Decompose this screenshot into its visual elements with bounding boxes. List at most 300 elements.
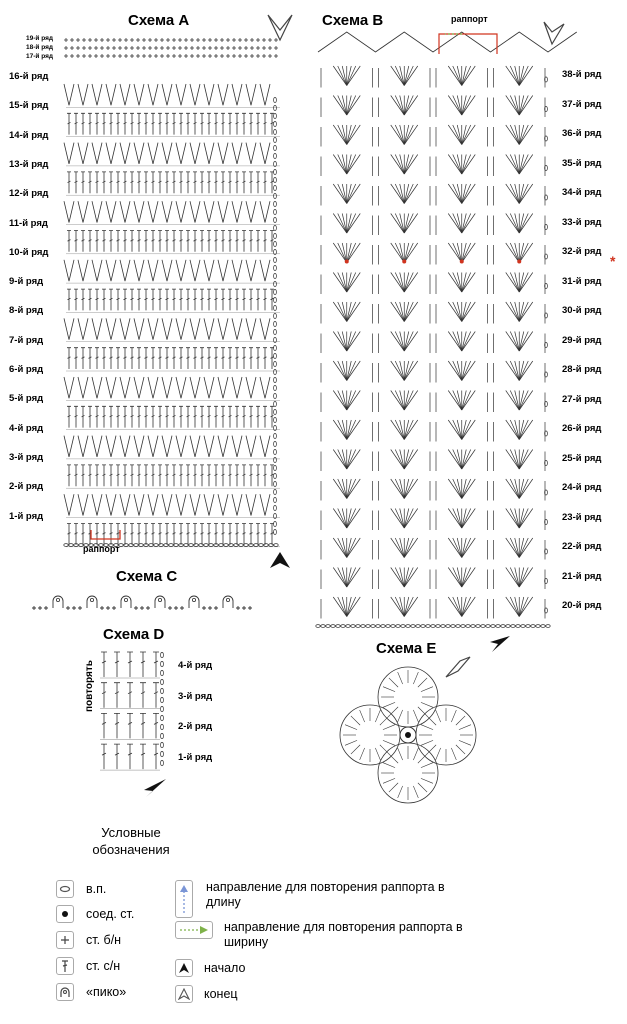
sc-symbol bbox=[76, 54, 80, 58]
dc-symbol bbox=[102, 172, 106, 193]
chain-symbol bbox=[441, 625, 445, 628]
dc-v-symbol bbox=[232, 201, 242, 222]
dc-symbol bbox=[109, 172, 113, 193]
dc-symbol bbox=[165, 524, 169, 545]
fan-stitch bbox=[395, 332, 404, 352]
chain-symbol bbox=[209, 544, 213, 547]
sc-symbol bbox=[226, 54, 230, 58]
dc-symbol bbox=[200, 524, 204, 545]
turning-chain-symbol bbox=[274, 386, 277, 391]
fan-stitch bbox=[395, 273, 404, 293]
chain-symbol bbox=[184, 544, 188, 547]
scheme-a-title: Схема А bbox=[128, 12, 190, 29]
dc-symbol bbox=[214, 465, 218, 486]
chain-symbol bbox=[406, 625, 410, 628]
fan-stitch bbox=[347, 155, 356, 175]
dc-v-symbol bbox=[78, 260, 88, 281]
dc-symbol bbox=[207, 406, 211, 427]
legend-end-label: конец bbox=[204, 987, 238, 1001]
dc-symbol bbox=[102, 348, 106, 369]
scheme-b-chart bbox=[312, 18, 562, 658]
fan-stitch bbox=[404, 214, 413, 234]
dc-v-symbol bbox=[176, 377, 186, 398]
sc-symbol bbox=[208, 46, 212, 50]
dc-v-symbol bbox=[92, 84, 102, 105]
fan-stitch bbox=[519, 125, 528, 145]
fan-stitch bbox=[519, 96, 528, 116]
dc-symbol bbox=[186, 348, 190, 369]
petal-stitch bbox=[389, 678, 398, 687]
dc-symbol bbox=[207, 172, 211, 193]
dc-symbol bbox=[127, 744, 133, 769]
dc-symbol bbox=[242, 172, 246, 193]
sc-symbol bbox=[268, 54, 272, 58]
sc-symbol bbox=[238, 46, 242, 50]
turning-chain-symbol bbox=[274, 378, 277, 383]
fan-stitch bbox=[510, 538, 519, 558]
sc-symbol bbox=[140, 606, 144, 610]
fan-stitch bbox=[453, 155, 462, 175]
petal-stitch bbox=[383, 687, 395, 692]
sc-symbol bbox=[112, 46, 116, 50]
petal-stitch bbox=[436, 748, 441, 760]
sc-symbol bbox=[118, 54, 122, 58]
turning-chain-symbol bbox=[161, 661, 164, 666]
dc-symbol bbox=[228, 289, 232, 310]
scheme-a-raport-label: раппорт bbox=[83, 544, 120, 554]
scheme-c-chart bbox=[30, 588, 280, 614]
dc-symbol bbox=[123, 289, 127, 310]
dc-symbol bbox=[158, 465, 162, 486]
dc-v-symbol bbox=[162, 377, 172, 398]
fan-stitch bbox=[395, 479, 404, 499]
fan-stitch bbox=[338, 420, 347, 440]
turning-chain-symbol bbox=[161, 706, 164, 711]
sc-symbol bbox=[232, 38, 236, 42]
scheme-b-row-label: 26-й ряд bbox=[562, 423, 602, 434]
sc-symbol bbox=[208, 38, 212, 42]
sc-symbol bbox=[262, 38, 266, 42]
fan-stitch bbox=[510, 568, 519, 588]
petal-stitch bbox=[351, 745, 360, 754]
scheme-a-chart bbox=[58, 20, 298, 560]
dc-symbol bbox=[186, 113, 190, 134]
chain-symbol bbox=[331, 625, 335, 628]
sc-symbol bbox=[32, 606, 36, 610]
dc-symbol bbox=[116, 289, 120, 310]
dc-v-symbol bbox=[232, 436, 242, 457]
dc-v-symbol bbox=[92, 201, 102, 222]
marked-stitch bbox=[517, 260, 521, 264]
dc-symbol bbox=[263, 406, 267, 427]
fan-stitch bbox=[462, 391, 471, 411]
dc-v-symbol bbox=[232, 143, 242, 164]
fan-stitch bbox=[395, 391, 404, 411]
scheme-a-row-label: 1-й ряд bbox=[9, 510, 44, 522]
dc-v-symbol bbox=[134, 143, 144, 164]
dc-v-symbol bbox=[162, 201, 172, 222]
scheme-b-star: * bbox=[610, 253, 616, 269]
dc-v-symbol bbox=[162, 318, 172, 339]
turning-chain-symbol bbox=[274, 450, 277, 455]
dc-v-symbol bbox=[78, 201, 88, 222]
turning-chain-symbol bbox=[274, 490, 277, 495]
dc-symbol bbox=[221, 465, 225, 486]
dc-symbol bbox=[137, 348, 141, 369]
dc-symbol bbox=[172, 348, 176, 369]
dc-symbol bbox=[256, 524, 260, 545]
fan-stitch bbox=[404, 361, 413, 381]
sc-symbol bbox=[244, 46, 248, 50]
chain-symbol bbox=[346, 625, 350, 628]
dc-symbol bbox=[116, 172, 120, 193]
turning-chain-symbol bbox=[274, 394, 277, 399]
dc-symbol bbox=[193, 348, 197, 369]
fan-stitch bbox=[404, 273, 413, 293]
dc-symbol bbox=[130, 289, 134, 310]
dc-symbol bbox=[249, 231, 253, 252]
turning-chain-symbol bbox=[274, 506, 277, 511]
turning-chain-symbol bbox=[274, 362, 277, 367]
chain-symbol bbox=[194, 544, 198, 547]
fan-stitch bbox=[510, 184, 519, 204]
sc-symbol bbox=[214, 46, 218, 50]
dc-v-symbol bbox=[218, 318, 228, 339]
fan-stitch bbox=[462, 302, 471, 322]
dc-v-symbol bbox=[232, 377, 242, 398]
fan-stitch bbox=[404, 66, 413, 86]
fan-stitch bbox=[338, 361, 347, 381]
dc-symbol bbox=[228, 406, 232, 427]
dc-symbol bbox=[165, 289, 169, 310]
sc-symbol bbox=[168, 606, 172, 610]
dc-symbol bbox=[193, 465, 197, 486]
start-arrow bbox=[270, 552, 290, 568]
dc-symbol bbox=[130, 172, 134, 193]
dc-symbol bbox=[137, 172, 141, 193]
turning-chain-symbol bbox=[161, 733, 164, 738]
chain-symbol bbox=[69, 544, 73, 547]
dc-symbol bbox=[221, 172, 225, 193]
dc-symbol bbox=[207, 348, 211, 369]
sc-symbol bbox=[250, 46, 254, 50]
dc-symbol bbox=[228, 465, 232, 486]
turning-chain-symbol bbox=[274, 498, 277, 503]
turning-chain-symbol bbox=[274, 458, 277, 463]
chain-symbol bbox=[366, 625, 370, 628]
dc-v-symbol bbox=[64, 260, 74, 281]
sc-symbol bbox=[190, 54, 194, 58]
petal-stitch bbox=[351, 716, 360, 725]
dc-symbol bbox=[102, 465, 106, 486]
dc-symbol bbox=[263, 465, 267, 486]
dc-v-symbol bbox=[106, 201, 116, 222]
fan-stitch bbox=[510, 361, 519, 381]
fan-stitch bbox=[510, 273, 519, 293]
turning-chain-symbol bbox=[161, 715, 164, 720]
fan-stitch bbox=[453, 568, 462, 588]
dc-symbol bbox=[81, 289, 85, 310]
fan-stitch bbox=[510, 509, 519, 529]
dc-v-symbol bbox=[92, 436, 102, 457]
sc-symbol bbox=[166, 38, 170, 42]
sc-symbol bbox=[160, 46, 164, 50]
dc-symbol bbox=[228, 113, 232, 134]
dc-symbol bbox=[151, 406, 155, 427]
sc-symbol bbox=[148, 54, 152, 58]
dc-v-symbol bbox=[246, 201, 256, 222]
sc-symbol bbox=[232, 54, 236, 58]
fan-stitch bbox=[338, 125, 347, 145]
dc-symbol bbox=[101, 652, 107, 677]
dc-symbol bbox=[172, 172, 176, 193]
fan-stitch bbox=[347, 66, 356, 86]
fan-stitch bbox=[404, 509, 413, 529]
fan-stitch bbox=[453, 538, 462, 558]
fan-stitch bbox=[453, 66, 462, 86]
dc-v-symbol bbox=[246, 318, 256, 339]
dc-symbol bbox=[186, 172, 190, 193]
scheme-a-row-18: 18-й ряд bbox=[26, 44, 53, 51]
fan-stitch bbox=[519, 538, 528, 558]
dc-symbol bbox=[235, 113, 239, 134]
petal-stitch bbox=[389, 754, 398, 763]
dc-v-symbol bbox=[106, 436, 116, 457]
fan-stitch bbox=[462, 361, 471, 381]
fan-stitch bbox=[462, 568, 471, 588]
scheme-d-row-label: 1-й ряд bbox=[178, 752, 213, 764]
dc-symbol bbox=[200, 465, 204, 486]
dc-v-symbol bbox=[64, 436, 74, 457]
dc-symbol bbox=[249, 113, 253, 134]
chain-symbol bbox=[154, 544, 158, 547]
petal-stitch bbox=[418, 754, 427, 763]
scheme-d-row-label: 2-й ряд bbox=[178, 721, 213, 733]
dc-v-symbol bbox=[190, 201, 200, 222]
dc-symbol bbox=[67, 524, 71, 545]
sc-symbol bbox=[124, 46, 128, 50]
legend-heading: Условные обозначения bbox=[92, 825, 170, 857]
legend-sc-label: ст. б/н bbox=[86, 933, 122, 947]
fan-stitch bbox=[347, 597, 356, 617]
fan-stitch bbox=[462, 243, 471, 263]
dc-v-symbol bbox=[148, 494, 158, 515]
petal-stitch bbox=[398, 672, 403, 684]
fan-stitch bbox=[519, 332, 528, 352]
chain-symbol bbox=[411, 625, 415, 628]
scheme-b-title: Схема B bbox=[322, 12, 384, 29]
fan-stitch bbox=[347, 332, 356, 352]
dc-v-symbol bbox=[190, 436, 200, 457]
sc-symbol bbox=[100, 46, 104, 50]
petal-stitch bbox=[383, 740, 395, 745]
dc-symbol bbox=[101, 683, 107, 708]
fan-stitch bbox=[338, 568, 347, 588]
fan-stitch bbox=[453, 597, 462, 617]
dc-symbol bbox=[186, 406, 190, 427]
chain-symbol bbox=[531, 625, 535, 628]
dc-v-symbol bbox=[246, 377, 256, 398]
sc-symbol bbox=[160, 38, 164, 42]
chain-symbol bbox=[336, 625, 340, 628]
dc-symbol bbox=[256, 113, 260, 134]
dc-v-symbol bbox=[204, 436, 214, 457]
petal-stitch bbox=[413, 672, 418, 684]
chain-symbol bbox=[229, 544, 233, 547]
dc-symbol bbox=[249, 348, 253, 369]
dc-symbol bbox=[102, 113, 106, 134]
dc-symbol bbox=[130, 406, 134, 427]
dc-v-symbol bbox=[78, 84, 88, 105]
sc-symbol bbox=[196, 38, 200, 42]
sc-symbol bbox=[178, 54, 182, 58]
dc-symbol bbox=[95, 348, 99, 369]
legend-chain-label: в.п. bbox=[86, 882, 107, 896]
fan-stitch bbox=[338, 302, 347, 322]
fan-stitch bbox=[510, 125, 519, 145]
picot-center bbox=[158, 598, 161, 601]
sc-symbol bbox=[274, 38, 278, 42]
dc-symbol bbox=[263, 289, 267, 310]
petal-stitch bbox=[398, 748, 403, 760]
dc-symbol bbox=[172, 406, 176, 427]
dc-v-symbol bbox=[148, 377, 158, 398]
sc-symbol bbox=[112, 606, 116, 610]
scheme-b-row-label: 38-й ряд bbox=[562, 69, 602, 80]
chain-symbol bbox=[264, 544, 268, 547]
legend-start-label: начало bbox=[204, 961, 246, 975]
sc-symbol bbox=[220, 46, 224, 50]
dc-v-symbol bbox=[106, 260, 116, 281]
sc-symbol bbox=[262, 46, 266, 50]
marked-stitch bbox=[345, 260, 349, 264]
fan-stitch bbox=[395, 155, 404, 175]
fan-stitch bbox=[338, 332, 347, 352]
petal-stitch bbox=[383, 778, 395, 783]
fan-stitch bbox=[395, 96, 404, 116]
marked-stitch bbox=[402, 260, 406, 264]
fan-stitch bbox=[462, 273, 471, 293]
dc-v-symbol bbox=[120, 260, 130, 281]
turning-chain-symbol bbox=[274, 354, 277, 359]
dc-symbol bbox=[256, 406, 260, 427]
dc-symbol bbox=[95, 406, 99, 427]
sc-symbol bbox=[130, 38, 134, 42]
sc-symbol bbox=[70, 38, 74, 42]
chain-symbol bbox=[381, 625, 385, 628]
dc-symbol bbox=[127, 683, 133, 708]
sc-symbol bbox=[248, 606, 252, 610]
sc-symbol bbox=[64, 38, 68, 42]
sc-symbol bbox=[172, 54, 176, 58]
dc-symbol bbox=[186, 524, 190, 545]
dc-symbol bbox=[151, 172, 155, 193]
dc-symbol bbox=[109, 113, 113, 134]
width-arrow-icon bbox=[175, 921, 213, 939]
sc-symbol bbox=[78, 606, 82, 610]
fan-stitch bbox=[404, 420, 413, 440]
dc-symbol bbox=[67, 113, 71, 134]
dc-v-symbol bbox=[218, 84, 228, 105]
end-icon bbox=[175, 985, 193, 1003]
turning-chain-symbol bbox=[274, 346, 277, 351]
sc-symbol bbox=[118, 46, 122, 50]
fan-stitch bbox=[453, 361, 462, 381]
dc-symbol bbox=[214, 289, 218, 310]
fan-stitch bbox=[510, 302, 519, 322]
fan-stitch bbox=[395, 243, 404, 263]
dc-symbol bbox=[256, 465, 260, 486]
fan-stitch bbox=[347, 302, 356, 322]
dc-v-symbol bbox=[190, 318, 200, 339]
turning-chain-symbol bbox=[274, 466, 277, 471]
turning-chain-symbol bbox=[274, 290, 277, 295]
turning-chain-symbol bbox=[274, 170, 277, 175]
dc-v-symbol bbox=[120, 377, 130, 398]
turning-chain-symbol bbox=[274, 402, 277, 407]
dc-v-symbol bbox=[106, 84, 116, 105]
dc-symbol bbox=[158, 289, 162, 310]
dc-symbol bbox=[263, 524, 267, 545]
chain-icon bbox=[56, 880, 74, 898]
fan-stitch bbox=[347, 538, 356, 558]
sc-symbol bbox=[94, 38, 98, 42]
chain-symbol bbox=[451, 625, 455, 628]
scheme-a-row-label: 16-й ряд bbox=[9, 71, 49, 82]
dc-symbol bbox=[109, 524, 113, 545]
chain-symbol bbox=[239, 544, 243, 547]
sc-symbol bbox=[64, 54, 68, 58]
fan-stitch bbox=[453, 509, 462, 529]
chain-symbol bbox=[326, 625, 330, 628]
scheme-a-row-label: 14-й ряд bbox=[9, 129, 49, 141]
turning-chain-symbol bbox=[274, 370, 277, 375]
fan-stitch bbox=[510, 96, 519, 116]
dc-symbol bbox=[127, 713, 133, 738]
fan-stitch bbox=[462, 420, 471, 440]
turning-chain-symbol bbox=[274, 442, 277, 447]
marked-stitch bbox=[460, 260, 464, 264]
dc-symbol bbox=[137, 465, 141, 486]
chain-symbol bbox=[159, 544, 163, 547]
fan-stitch bbox=[338, 66, 347, 86]
dc-symbol bbox=[270, 524, 274, 545]
dc-v-symbol bbox=[120, 436, 130, 457]
dc-symbol bbox=[256, 348, 260, 369]
dc-v-symbol bbox=[78, 318, 88, 339]
scheme-b-raport-label: раппорт bbox=[451, 14, 488, 24]
dc-symbol bbox=[88, 465, 92, 486]
chain-symbol bbox=[64, 544, 68, 547]
dc-symbol bbox=[249, 465, 253, 486]
fan-stitch bbox=[510, 332, 519, 352]
turning-chain-symbol bbox=[161, 652, 164, 657]
fan-stitch bbox=[404, 184, 413, 204]
sc-symbol bbox=[88, 46, 92, 50]
petal-stitch bbox=[383, 725, 395, 730]
chain-symbol bbox=[376, 625, 380, 628]
fan-stitch bbox=[347, 391, 356, 411]
dc-symbol bbox=[140, 652, 146, 677]
dc-symbol bbox=[144, 172, 148, 193]
scheme-d-chart bbox=[96, 645, 176, 805]
dc-v-symbol bbox=[204, 84, 214, 105]
dc-symbol bbox=[109, 348, 113, 369]
turning-chain-symbol bbox=[161, 697, 164, 702]
fan-stitch bbox=[404, 332, 413, 352]
dc-symbol bbox=[200, 289, 204, 310]
fan-stitch bbox=[462, 538, 471, 558]
